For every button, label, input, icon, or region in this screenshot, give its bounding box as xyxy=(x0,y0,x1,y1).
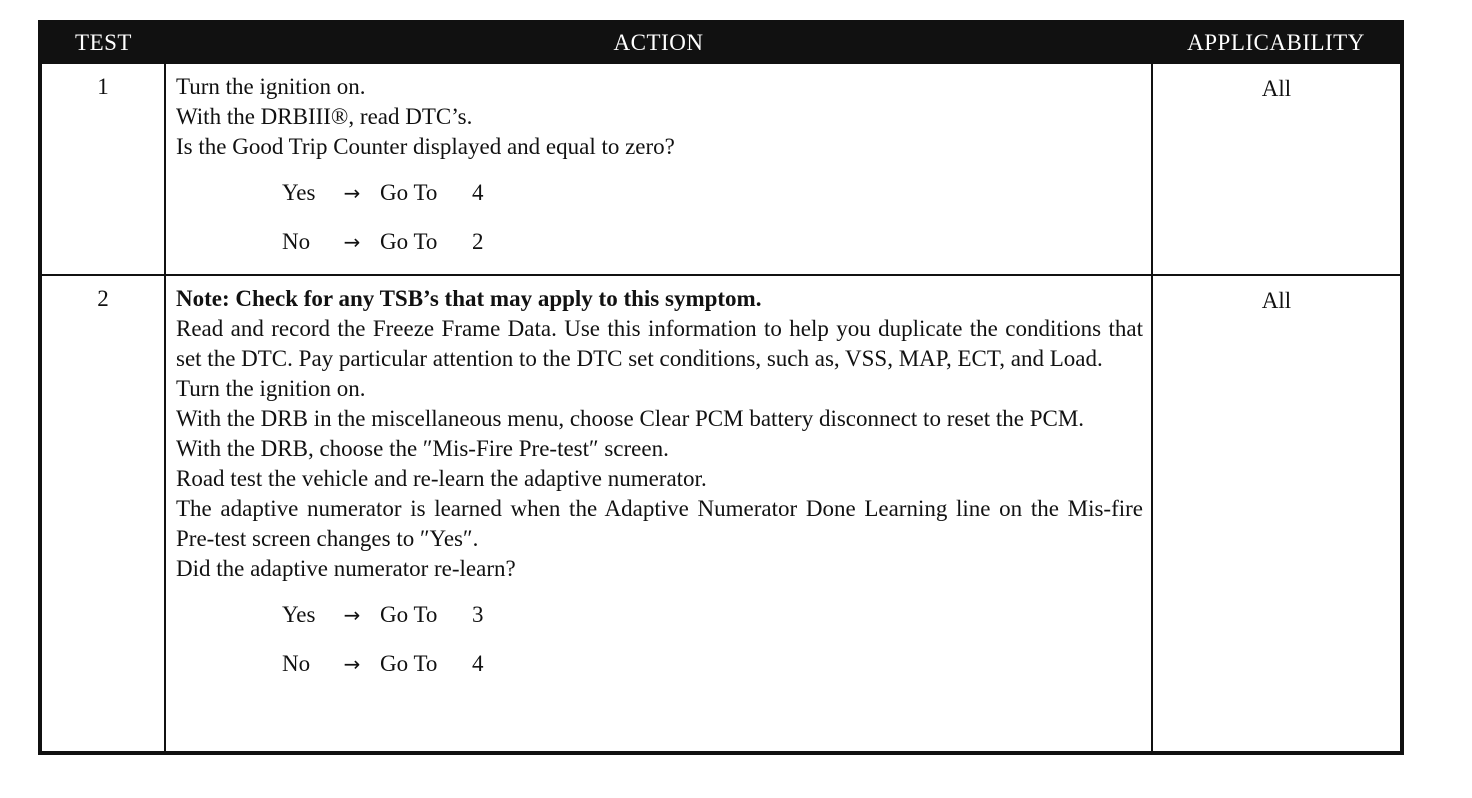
action-cell xyxy=(165,275,1152,753)
header-action: ACTION xyxy=(165,22,1152,63)
diagnostic-test-table xyxy=(38,20,1404,755)
action-line: With the DRBIII®, read DTC’s. xyxy=(176,104,473,129)
branch-target: 4 xyxy=(472,179,484,205)
branch-no xyxy=(176,217,1143,266)
action-line: With the DRB in the miscellaneous menu, choose Clear PCM battery disconnect to reset the PCM. xyxy=(176,406,1085,431)
table-row xyxy=(40,63,1402,275)
action-line: Turn the ignition on. xyxy=(176,74,366,99)
action-line: Turn the ignition on. xyxy=(176,376,366,401)
right-arrow-icon: → xyxy=(343,180,361,205)
action-line: Road test the vehicle and re-learn the adaptive numerator. xyxy=(176,466,707,491)
branch-yes xyxy=(176,168,1143,217)
branch-yes xyxy=(176,590,1143,639)
action-cell xyxy=(165,63,1152,275)
branch-goto-label: Go To xyxy=(380,228,438,254)
applicability-cell: All xyxy=(1152,275,1402,753)
branch-answer: Yes xyxy=(282,179,316,205)
branch-goto-label: Go To xyxy=(380,601,438,627)
branch-answer: No xyxy=(282,650,311,676)
branch-target: 3 xyxy=(472,601,484,627)
applicability-cell: All xyxy=(1152,63,1402,275)
action-line: Read and record the Freeze Frame Data. Use this information to help you duplicate the conditions that set the DTC. Pay particular attention to the DTC set conditions, such as, VSS, MAP, ECT, and Load. xyxy=(176,316,1143,371)
branch-answer: Yes xyxy=(282,601,316,627)
right-arrow-icon: → xyxy=(343,229,361,254)
header-test: TEST xyxy=(40,22,165,63)
branch-goto-label: Go To xyxy=(380,179,438,205)
table-row xyxy=(40,275,1402,753)
right-arrow-icon: → xyxy=(343,651,361,676)
test-number: 1 xyxy=(40,63,165,275)
test-number: 2 xyxy=(40,275,165,753)
branch-no xyxy=(176,639,1143,688)
action-note: Note: Check for any TSB’s that may apply to this symptom. xyxy=(176,286,762,311)
branch-target: 4 xyxy=(472,650,484,676)
action-line: The adaptive numerator is learned when the Adaptive Numerator Done Learning line on the Mis-fire Pre-test screen changes to ″Yes″. xyxy=(176,496,1143,551)
diagnostic-procedure-page xyxy=(38,20,1404,755)
branch-target: 2 xyxy=(472,228,484,254)
action-line: Is the Good Trip Counter displayed and equal to zero? xyxy=(176,134,675,159)
branch-goto-label: Go To xyxy=(380,650,438,676)
branch-answer: No xyxy=(282,228,311,254)
right-arrow-icon: → xyxy=(343,602,361,627)
action-line: Did the adaptive numerator re-learn? xyxy=(176,556,516,581)
action-line: With the DRB, choose the ″Mis-Fire Pre-test″ screen. xyxy=(176,436,669,461)
header-applicability: APPLICABILITY xyxy=(1152,22,1402,63)
table-header-row xyxy=(40,22,1402,63)
